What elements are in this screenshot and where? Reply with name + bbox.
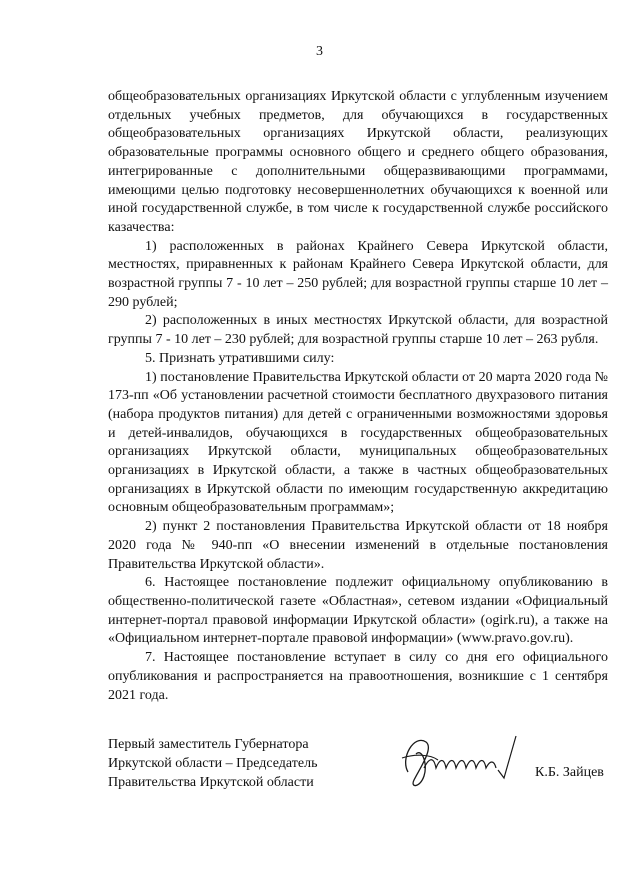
signatory-position: Первый заместитель Губернатора Иркутской области – Председатель Правительства Иркутской области	[108, 737, 318, 790]
paragraph-clause-5: 5. Признать утратившими силу:	[145, 350, 335, 366]
paragraph-item-1: 1) расположенных в районах Крайнего Севера Иркутской области, местностях, приравненных к районам Крайнего Севера Иркутской области, для возрастной группы 7 - 10 лет – 250 рублей; для возрастной группы старше 10 лет – 290 рублей;	[108, 238, 608, 310]
handwritten-signature	[394, 728, 526, 792]
document-body	[108, 88, 608, 705]
paragraph-clause-7: 7. Настоящее постановление вступает в силу со дня его официального опубликования и распространяется на правоотношения, возникшие с 1 сентября 2021 года.	[108, 650, 608, 703]
paragraph-clause-5-item-2: 2) пункт 2 постановления Правительства Иркутской области от 18 ноября 2020 года № 940-пп «О внесении изменений в отдельные постановления Правительства Иркутской области».	[108, 519, 608, 572]
paragraph-clause-5-item-1: 1) постановление Правительства Иркутской области от 20 марта 2020 года № 173-пп «Об установлении расчетной стоимости бесплатного двухразового питания (набора продуктов питания) для детей с ограниченными возможностями здоровья и детей-инвалидов, обучающихся в государственных общеобразовательных организациях Иркутской области, муниципальных общеобразовательных организациях в Иркутской области, а также в частных общеобразовательных организациях в Иркутской области по имеющим государственную аккредитацию основным общеобразовательным программам»;	[108, 369, 608, 516]
signatory-name: К.Б. Зайцев	[535, 765, 604, 780]
paragraph-continuation: общеобразовательных организациях Иркутской области с углубленным изучением отдельных учебных предметов, для обучающихся в государственных общеобразовательных организациях Иркутской области, реализующих образовательные программы основного общего и среднего общего образования, интегрированные с дополнительными общеразвивающими программами, имеющими целью подготовку несовершеннолетних обучающихся к военной или иной государственной службе, в том числе к государственной службе российского казачества:	[108, 89, 608, 235]
page-number: 3	[316, 44, 323, 59]
paragraph-item-2: 2) расположенных в иных местностях Иркутской области, для возрастной группы 7 - 10 лет – 230 рублей; для возрастной группы старше 10 лет – 263 рубля.	[108, 313, 608, 348]
paragraph-clause-6: 6. Настоящее постановление подлежит официальному опубликованию в общественно-политической газете «Областная», сетевом издании «Официальный интернет-портал правовой информации Иркутской области» (ogirk.ru), а также на «Официальном интернет-портале правовой информации» (www.pravo.gov.ru).	[108, 575, 608, 647]
